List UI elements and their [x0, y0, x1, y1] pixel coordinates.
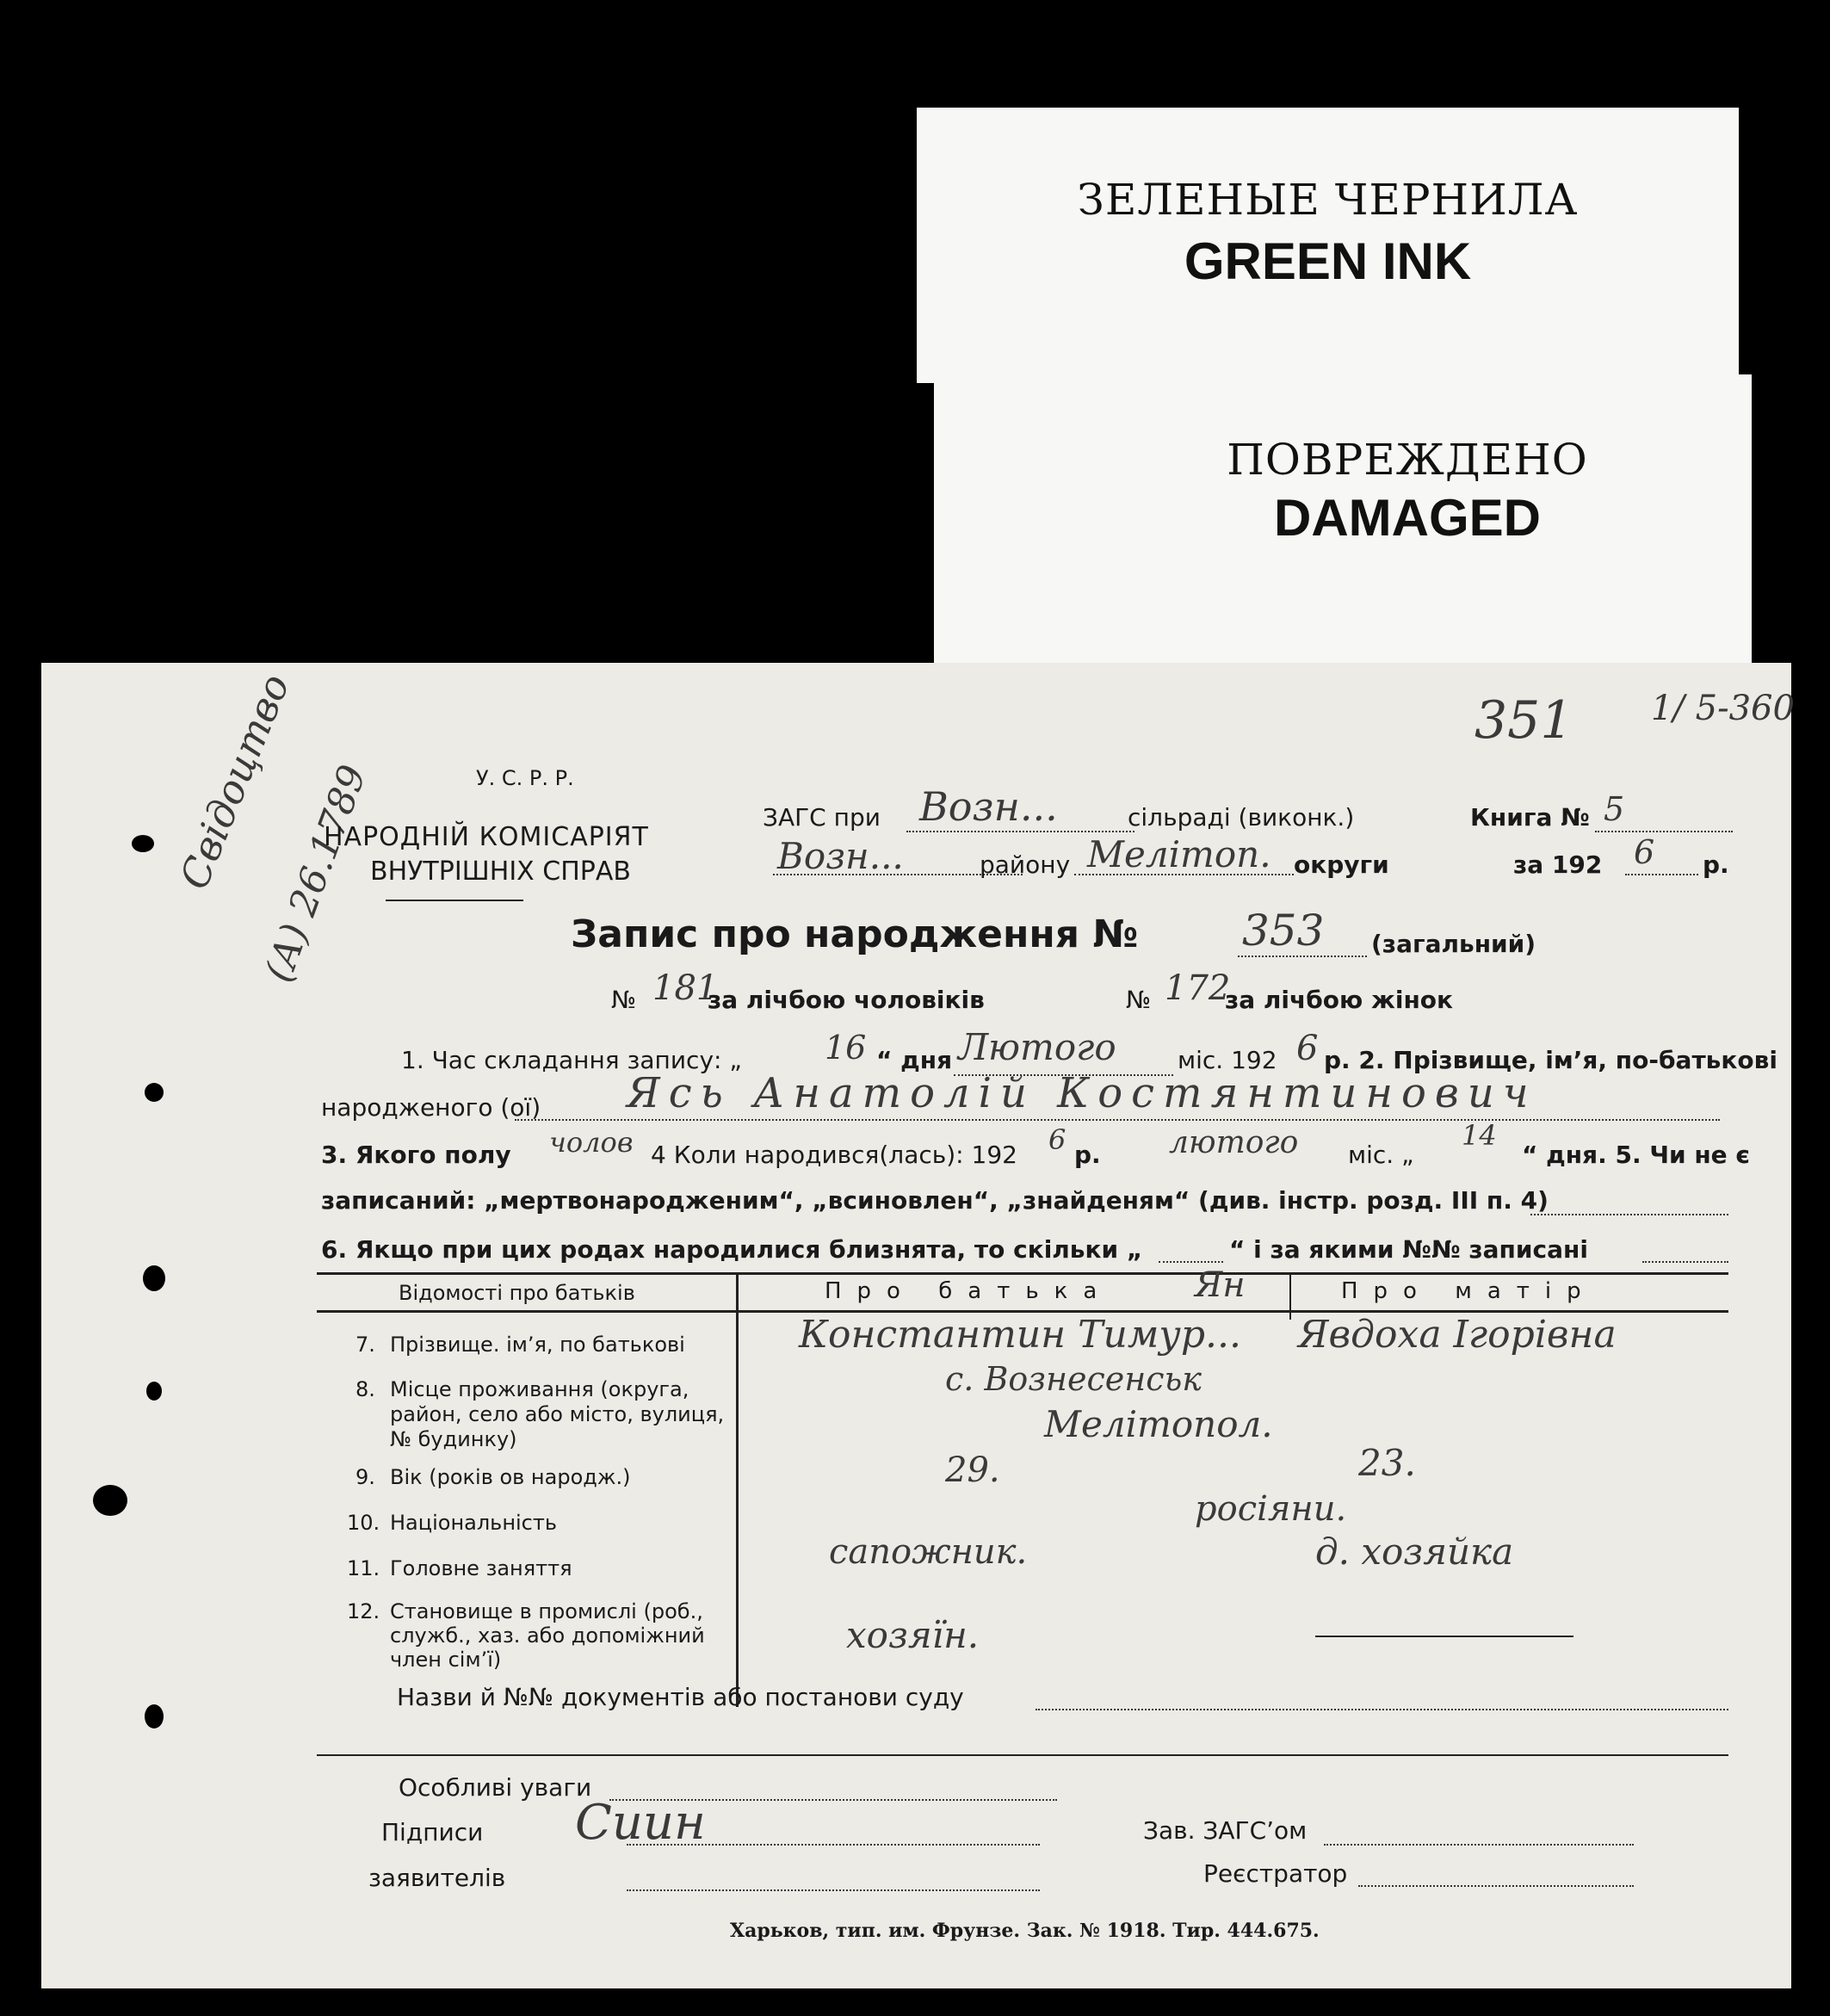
men-label: за лічбою чоловіків	[708, 986, 985, 1014]
row-7-label: Прізвище. ім’я, по батькові	[390, 1333, 685, 1357]
residence-1: с. Вознесенськ	[945, 1360, 1202, 1398]
birth-year: 6	[1048, 1123, 1066, 1156]
field-6-label: 6. Якщо при цих родах народилися близнята, то скільки „	[321, 1235, 1143, 1264]
field-2-label: р. 2. Прізвище, ім’я, по-батькові	[1324, 1046, 1777, 1074]
row-10-label: Національність	[390, 1511, 558, 1535]
row-11-label: Головне заняття	[390, 1556, 572, 1580]
record-year: 6	[1296, 1029, 1319, 1068]
birth-record-card	[41, 663, 1795, 1988]
record-number: 353	[1242, 906, 1325, 955]
damaged-ru: ПОВРЕЖДЕНО	[1227, 435, 1588, 485]
field-4-r: р.	[1074, 1141, 1101, 1169]
residence-2: Мелітопол.	[1044, 1403, 1273, 1445]
row-9-num: 9.	[355, 1465, 375, 1489]
zags-value: Возн...	[919, 783, 1058, 830]
punch-hole	[132, 835, 154, 852]
table-col-father: Про батька	[825, 1278, 1113, 1304]
field-4-month: міс. „	[1348, 1141, 1414, 1169]
men-no-prefix: №	[611, 986, 637, 1014]
damaged-en: DAMAGED	[1274, 489, 1541, 547]
zags-label: ЗАГС при	[763, 803, 881, 832]
punch-hole	[145, 1704, 164, 1728]
signatures-label: Підписи	[381, 1818, 484, 1846]
green-ink-en: GREEN INK	[1184, 232, 1472, 290]
corner-number: 1/ 5-360	[1651, 689, 1795, 728]
field-1-month: міс. 192	[1178, 1046, 1277, 1074]
father-name: Константин Тимур...	[799, 1313, 1241, 1357]
birth-month: лютого	[1169, 1125, 1299, 1160]
rayonu-label: району	[980, 850, 1071, 879]
mother-name: Явдоха Ігорівна	[1298, 1313, 1617, 1357]
table-vertical-1	[736, 1272, 739, 1707]
rayon-value: Возн...	[777, 835, 904, 877]
year-label: за 192	[1513, 850, 1603, 879]
applicant-signature: Сиин	[575, 1795, 706, 1851]
row-7-num: 7.	[355, 1333, 375, 1357]
mother-occupation: д. хозяйка	[1315, 1531, 1514, 1573]
okrug-value: Мелітоп.	[1087, 833, 1271, 875]
ministry-line2: ВНУТРІШНІХ СПРАВ	[370, 856, 631, 887]
table-col-parents: Відомості про батьків	[399, 1281, 635, 1305]
father-occupation: сапожник.	[829, 1532, 1028, 1572]
birth-day: 14	[1462, 1119, 1497, 1152]
green-ink-tag	[917, 108, 1739, 383]
ussr-label: У. С. Р. Р.	[476, 766, 574, 790]
field-6-suffix: “ і за якими №№ записані	[1229, 1235, 1588, 1264]
table-bottom-rule	[317, 1754, 1728, 1756]
field-2-child: народженого (ої)	[321, 1093, 541, 1122]
printer-imprint: Харьков, тип. им. Фрунзе. Зак. № 1918. Тир. 444.675.	[730, 1920, 1320, 1942]
registrar-label: Реєстратор	[1203, 1859, 1348, 1888]
kniga-value: 5	[1604, 790, 1625, 828]
header-rule	[386, 900, 523, 901]
okrugi-label: округи	[1294, 850, 1389, 879]
punch-hole	[93, 1485, 127, 1516]
archive-number: 351	[1475, 690, 1573, 751]
field-5-label: “ дня. 5. Чи не є	[1522, 1141, 1751, 1169]
nationality: росіяни.	[1195, 1489, 1347, 1529]
field-5-options: записаний: „мертвонародженим“, „всиновлен“, „знайденям“ (див. інстр. розд. III п. 4)	[321, 1186, 1549, 1215]
ministry-line1: НАРОДНІЙ КОМІСАРІЯТ	[324, 822, 649, 852]
punch-hole	[145, 1083, 164, 1102]
documents-label: Назви й №№ документів або постанови суду	[397, 1683, 964, 1711]
women-label: за лічбою жінок	[1225, 986, 1454, 1014]
month-value: Лютого	[958, 1026, 1116, 1068]
special-notes-label: Особливі уваги	[399, 1773, 592, 1802]
table-vertical-2	[1289, 1272, 1291, 1320]
side-note-1: Свідоцтво	[170, 667, 299, 896]
record-general: (загальний)	[1371, 930, 1536, 958]
row-12-label: Становище в промислі (роб., служб., хаз. або допоміжний член сім’ї)	[390, 1599, 705, 1672]
father-col-note: Ян	[1195, 1265, 1246, 1305]
side-note-2: (А) 26.1789	[257, 759, 376, 988]
applicants-label: заявителів	[368, 1864, 506, 1892]
year-suffix: р.	[1703, 850, 1729, 879]
field-1-label: 1. Час складання запису: „	[401, 1046, 742, 1074]
row-8-label: Місце проживання (округа, район, село або місто, вулиця, № будинку)	[390, 1377, 725, 1451]
punch-hole	[146, 1382, 162, 1401]
row-8-num: 8.	[355, 1377, 375, 1401]
row-10-num: 10.	[347, 1511, 380, 1535]
table-top-rule	[317, 1272, 1728, 1275]
women-number: 172	[1165, 968, 1231, 1008]
field-3-label: 3. Якого полу	[321, 1141, 511, 1169]
row-9-label: Вік (років ов народж.)	[390, 1465, 631, 1489]
year-value: 6	[1634, 833, 1655, 871]
field-4-label: 4 Коли народився(лась): 192	[651, 1141, 1017, 1169]
record-title: Запис про народження №	[571, 912, 1139, 956]
women-no-prefix: №	[1126, 986, 1152, 1014]
silradi-label: сільраді (виконк.)	[1128, 803, 1355, 832]
men-number: 181	[652, 968, 719, 1008]
mother-age: 23.	[1358, 1442, 1416, 1484]
sex-value: чолов	[549, 1126, 634, 1159]
day-value: 16	[825, 1029, 867, 1067]
kniga-label: Книга №	[1470, 803, 1590, 832]
green-ink-ru: ЗЕЛЕНЫЕ ЧЕРНИЛА	[1077, 175, 1579, 225]
row-12-num: 12.	[347, 1599, 380, 1623]
table-col-mother: Про матір	[1341, 1278, 1597, 1304]
child-name: Ясь Анатолій Костянтинович	[627, 1069, 1537, 1117]
row-11-num: 11.	[347, 1556, 380, 1580]
damaged-tag	[934, 374, 1752, 676]
father-age: 29.	[945, 1450, 1000, 1490]
head-zags-label: Зав. ЗАГС’ом	[1143, 1816, 1308, 1845]
punch-hole	[143, 1265, 165, 1291]
position-value: хозяїн.	[846, 1614, 980, 1656]
field-1-day: “ дня	[876, 1046, 953, 1074]
